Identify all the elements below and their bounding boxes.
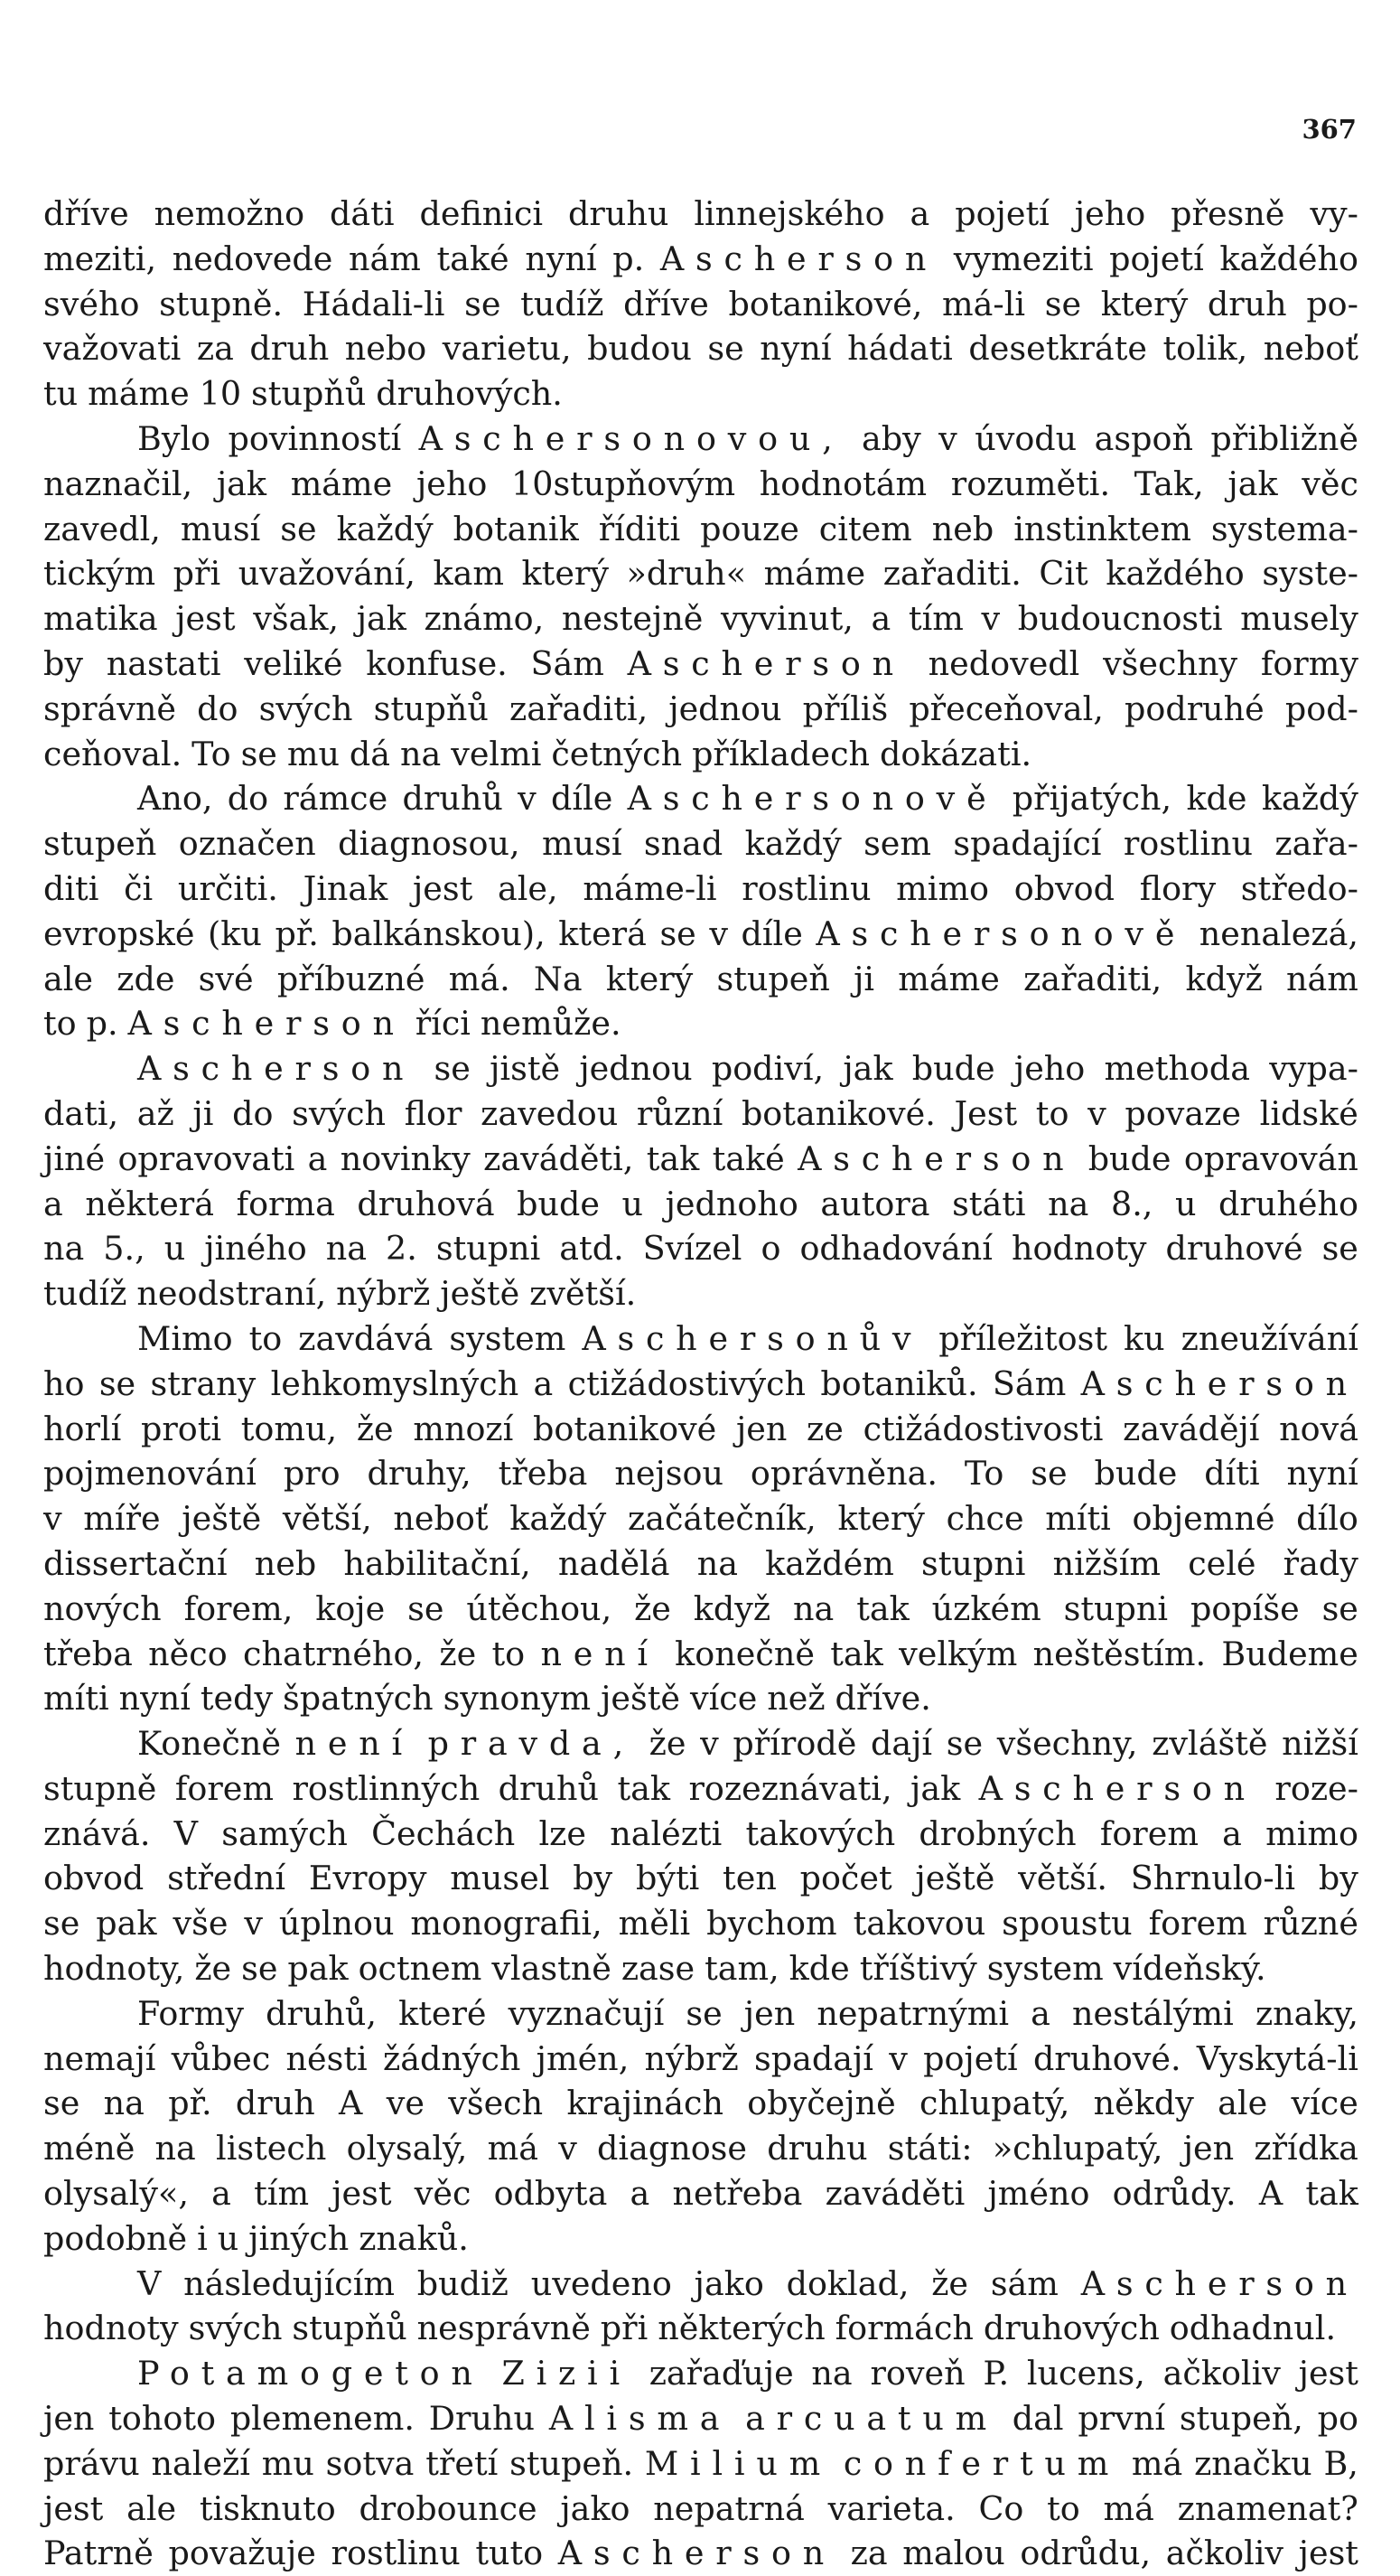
text-line: jen tohoto plemenem. Druhu Alisma arcuatum dal první stupeň, po <box>43 2399 1358 2439</box>
text-line: tu máme 10 stupňů druhových. <box>43 374 563 414</box>
text-line: zavedl, musí se každý botanik říditi pouze citem neb instinktem systema- <box>43 509 1358 548</box>
text-line: hodnoty svých stupňů nesprávně při některých formách druhových odhadnul. <box>43 2309 1337 2348</box>
text-line: správně do svých stupňů zařaditi, jednou příliš přeceňoval, podruhé pod- <box>43 688 1358 728</box>
text-line: znává. V samých Čechách lze nalézti takových drobných forem a mimo <box>43 1813 1358 1853</box>
body-text <box>43 192 1358 2576</box>
text-line: diti či určiti. Jinak jest ale, máme-li rostlinu mimo obvod flory středo- <box>43 868 1358 908</box>
text-line: važovati za druh nebo varietu, budou se nyní hádati desetkráte tolik, neboť <box>43 329 1358 369</box>
text-line: Bylo povinností Aschersonovou, aby v úvodu aspoň přibližně <box>137 418 1358 458</box>
text-line: ceňoval. To se mu dá na velmi četných příkladech dokázati. <box>43 734 1032 773</box>
text-line: ho se strany lehkomyslných a ctižádostivých botaniků. Sám Ascherson <box>43 1363 1358 1403</box>
text-line: a některá forma druhová bude u jednoho autora státi na 8., u druhého <box>43 1184 1358 1223</box>
text-line: evropské (ku př. balkánskou), která se v díle Aschersonově nenalezá, <box>43 913 1358 953</box>
text-line: dissertační neb habilitační, nadělá na každém stupni nižším celé řady <box>43 1543 1358 1583</box>
text-line: V následujícím budiž uvedeno jako doklad, že sám Ascherson <box>137 2263 1358 2303</box>
text-line: právu naleží mu sotva třetí stupeň. Milium confertum má značku B, <box>43 2443 1358 2483</box>
text-line: stupeň označen diagnosou, musí snad každý sem spadající rostlinu zařa- <box>43 824 1358 864</box>
text-line: tudíž neodstraní, nýbrž ještě zvětší. <box>43 1274 637 1314</box>
text-line: nových forem, koje se útěchou, že když na tak úzkém stupni popíše se <box>43 1588 1358 1628</box>
text-line: Formy druhů, které vyznačují se jen nepatrnými a nestálými znaky, <box>137 1993 1358 2033</box>
text-line: pojmenování pro druhy, třeba nejsou oprávněna. To se bude díti nyní <box>43 1454 1358 1494</box>
text-line: podobně i u jiných znaků. <box>43 2218 469 2258</box>
text-line: Konečně není pravda, že v přírodě dají se všechny, zvláště nižší <box>137 1724 1358 1764</box>
text-line: se na př. druh A ve všech krajinách obyčejně chlupatý, někdy ale více <box>43 2084 1358 2123</box>
text-line: na 5., u jiného na 2. stupni atd. Svízel o odhadování hodnoty druhové se <box>43 1229 1358 1269</box>
text-line: olysalý«, a tím jest věc odbyta a netřeba zaváděti jméno odrůdy. A tak <box>43 2174 1358 2214</box>
text-line: svého stupně. Hádali-li se tudíž dříve botanikové, má-li se který druh po- <box>43 284 1358 323</box>
text-line: naznačil, jak máme jeho 10stupňovým hodnotám rozuměti. Tak, jak věc <box>43 464 1358 503</box>
text-line: horlí proti tomu, že mnozí botanikové jen ze ctižádostivosti zavádějí nová <box>43 1409 1358 1448</box>
text-line: méně na listech olysalý, má v diagnose druhu státi: »chlupatý, jen zřídka <box>43 2129 1358 2169</box>
text-line: matika jest však, jak známo, nestejně vyvinut, a tím v budoucnosti musely <box>43 599 1358 639</box>
text-line: meziti, nedovede nám také nyní p. Ascherson vymeziti pojetí každého <box>43 239 1358 278</box>
text-line: Ano, do rámce druhů v díle Aschersonově přijatých, kde každý <box>137 779 1358 819</box>
text-line: jest ale tisknuto drobounce jako nepatrná varieta. Co to má znamenat? <box>43 2488 1358 2528</box>
text-line: jiné opravovati a novinky zaváděti, tak také Ascherson bude opravován <box>43 1138 1358 1178</box>
text-line: v míře ještě větší, neboť každý začátečník, který chce míti objemné dílo <box>43 1499 1358 1539</box>
text-line: Patrně považuje rostlinu tuto Ascherson za malou odrůdu, ačkoliv jest <box>43 2534 1358 2573</box>
text-line: obvod střední Evropy musel by býti ten počet ještě větší. Shrnulo-li by <box>43 1859 1358 1898</box>
text-line: ale zde své příbuzné má. Na který stupeň ji máme zařaditi, když nám <box>43 959 1358 998</box>
page-number: 367 <box>1302 114 1357 145</box>
text-line: nemají vůbec nésti žádných jmén, nýbrž spadají v pojetí druhové. Vyskytá-li <box>43 2038 1358 2078</box>
text-line: Ascherson se jistě jednou podiví, jak bude jeho methoda vypa- <box>137 1049 1358 1089</box>
text-line: to p. Ascherson říci nemůže. <box>43 1004 621 1044</box>
text-line: třeba něco chatrného, že to není konečně tak velkým neštěstím. Budeme <box>43 1634 1358 1673</box>
text-line: dati, až ji do svých flor zavedou různí botanikové. Jest to v povaze lidské <box>43 1093 1358 1133</box>
text-line: míti nyní tedy špatných synonym ještě více než dříve. <box>43 1679 931 1719</box>
text-line: stupně forem rostlinných druhů tak rozeznávati, jak Ascherson roze- <box>43 1768 1358 1808</box>
text-line: hodnoty, že se pak octnem vlastně zase tam, kde tříštivý system vídeňský. <box>43 1949 1266 1989</box>
text-line: se pak vše v úplnou monografii, měli bychom takovou spoustu forem různé <box>43 1904 1358 1944</box>
text-line: Potamogeton Zizii zařaďuje na roveň P. lucens, ačkoliv jest <box>137 2354 1358 2393</box>
text-line: by nastati veliké konfuse. Sám Ascherson nedovedl všechny formy <box>43 643 1358 683</box>
text-line: dříve nemožno dáti definici druhu linnejského a pojetí jeho přesně vy- <box>43 194 1358 233</box>
text-line: tickým při uvažování, kam který »druh« máme zařaditi. Cit každého syste- <box>43 554 1358 594</box>
text-line: Mimo to zavdává system Aschersonův příležitost ku zneužívání <box>137 1318 1358 1358</box>
